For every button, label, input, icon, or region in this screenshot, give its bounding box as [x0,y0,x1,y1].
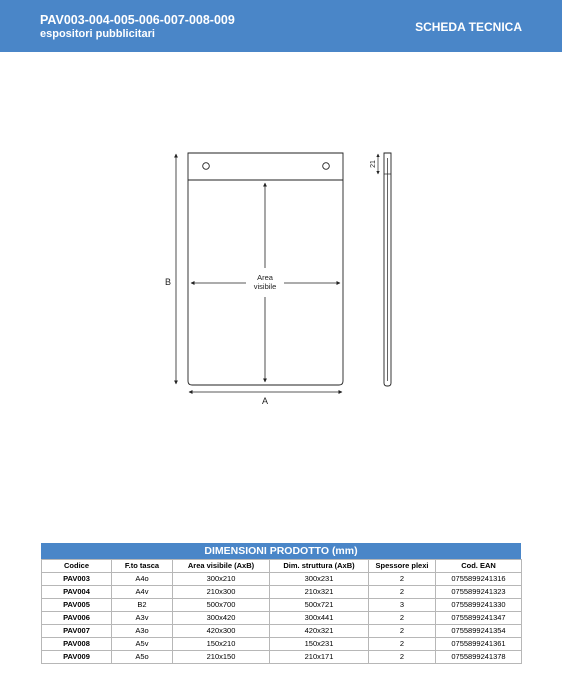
cell-ean: 0755899241323 [436,586,522,599]
hanging-hole-left [203,163,210,170]
cell-code: PAV007 [42,625,112,638]
cell-plexi-thickness: 2 [369,573,436,586]
col-header-ean: Cod. EAN [436,560,522,573]
cell-visible-area: 500x700 [173,599,270,612]
cell-plexi-thickness: 2 [369,586,436,599]
hanging-hole-right [323,163,330,170]
table-title: DIMENSIONI PRODOTTO (mm) [41,543,521,559]
datasheet-label: SCHEDA TECNICA [415,20,522,34]
table-row [42,573,522,586]
col-header-structure-dim: Dim. struttura (AxB) [270,560,369,573]
front-view [188,153,343,385]
dimension-a-label: A [261,396,269,406]
side-view [384,153,391,386]
cell-code: PAV006 [42,612,112,625]
cell-plexi-thickness: 2 [369,638,436,651]
area-label-line1: Area [257,273,273,282]
cell-plexi-thickness: 2 [369,612,436,625]
cell-plexi-thickness: 2 [369,625,436,638]
cell-structure-dim: 150x231 [270,638,369,651]
cell-visible-area: 210x300 [173,586,270,599]
table-row [42,599,522,612]
cell-visible-area: 150x210 [173,638,270,651]
cell-visible-area: 210x150 [173,651,270,664]
cell-ean: 0755899241347 [436,612,522,625]
table-row [42,651,522,664]
cell-code: PAV009 [42,651,112,664]
cell-pocket-format: A4o [112,573,173,586]
col-header-pocket-format: F.to tasca [112,560,173,573]
col-header-code: Codice [42,560,112,573]
col-header-visible-area: Area visibile (AxB) [173,560,270,573]
cell-structure-dim: 420x321 [270,625,369,638]
cell-code: PAV004 [42,586,112,599]
product-subtitle: espositori pubblicitari [40,28,155,40]
cell-structure-dim: 300x231 [270,573,369,586]
area-label-line2: visibile [253,282,277,291]
col-header-plexi-thickness: Spessore plexi [369,560,436,573]
cell-visible-area: 300x210 [173,573,270,586]
cell-ean: 0755899241316 [436,573,522,586]
cell-pocket-format: A5o [112,651,173,664]
dimension-21-label: 21 [369,160,377,168]
dimensions-table-section [41,543,521,664]
cell-code: PAV003 [42,573,112,586]
cell-pocket-format: B2 [112,599,173,612]
cell-structure-dim: 210x321 [270,586,369,599]
cell-pocket-format: A4v [112,586,173,599]
table-row [42,586,522,599]
cell-ean: 0755899241330 [436,599,522,612]
cell-structure-dim: 300x441 [270,612,369,625]
product-codes-title: PAV003-004-005-006-007-008-009 [40,13,235,27]
cell-visible-area: 300x420 [173,612,270,625]
dimensions-table [41,559,522,664]
cell-pocket-format: A3o [112,625,173,638]
cell-code: PAV005 [42,599,112,612]
cell-structure-dim: 500x721 [270,599,369,612]
cell-ean: 0755899241378 [436,651,522,664]
panel-outline [188,153,343,385]
cell-visible-area: 420x300 [173,625,270,638]
table-row [42,612,522,625]
cell-structure-dim: 210x171 [270,651,369,664]
cell-pocket-format: A3v [112,612,173,625]
cell-pocket-format: A5v [112,638,173,651]
table-row [42,625,522,638]
table-row [42,638,522,651]
dimension-b-label: B [164,277,172,287]
table-header-row [42,560,522,573]
cell-ean: 0755899241361 [436,638,522,651]
cell-plexi-thickness: 2 [369,651,436,664]
cell-plexi-thickness: 3 [369,599,436,612]
cell-code: PAV008 [42,638,112,651]
cell-ean: 0755899241354 [436,625,522,638]
